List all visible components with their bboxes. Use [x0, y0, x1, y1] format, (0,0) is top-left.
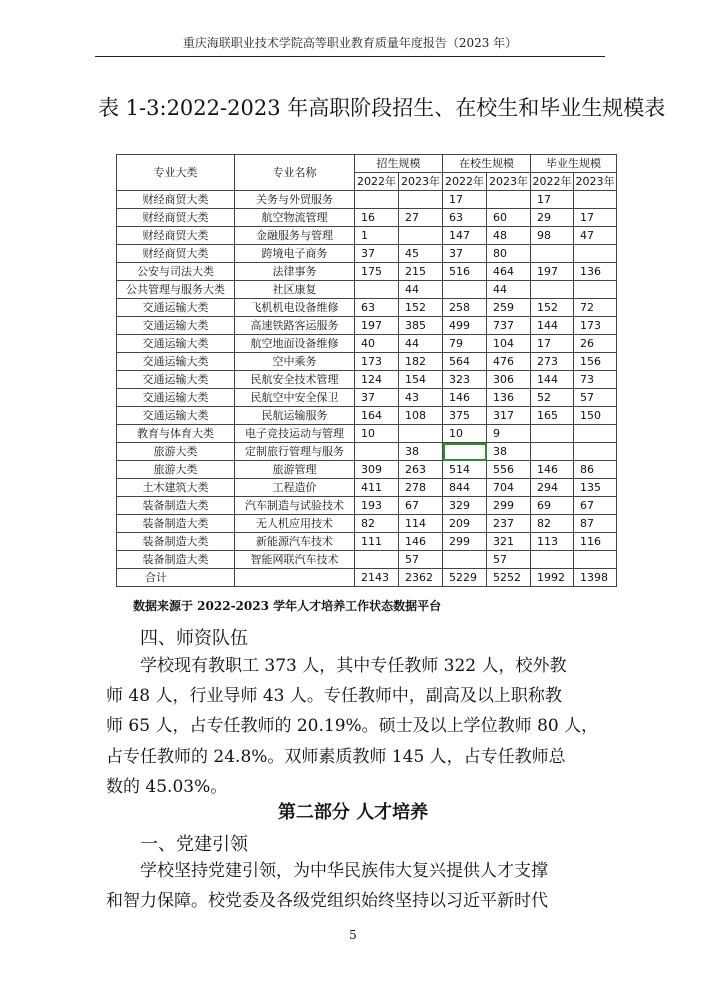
page-number: 5 — [349, 928, 357, 942]
value-cell: 135 — [574, 479, 617, 497]
value-cell: 197 — [531, 263, 574, 281]
header-year: 2023年 — [574, 173, 617, 191]
header-major: 专业名称 — [235, 155, 355, 191]
major-cell: 民航运输服务 — [235, 407, 355, 425]
category-cell: 旅游大类 — [117, 461, 235, 479]
paragraph-line: 数的 45.03%。 — [106, 777, 228, 797]
major-cell: 电子竞技运动与管理 — [235, 425, 355, 443]
value-cell: 82 — [355, 515, 399, 533]
table-row — [117, 533, 617, 551]
major-cell: 航空地面设备维修 — [235, 335, 355, 353]
value-cell: 704 — [487, 479, 531, 497]
value-cell: 57 — [487, 551, 531, 569]
major-cell — [235, 569, 355, 587]
value-cell: 136 — [574, 263, 617, 281]
value-cell: 116 — [574, 533, 617, 551]
value-cell: 464 — [487, 263, 531, 281]
table-row — [117, 497, 617, 515]
paragraph-line: 学校坚持党建引领，为中华民族伟大复兴提供人才支撑 — [140, 861, 548, 881]
value-cell: 17 — [531, 335, 574, 353]
value-cell — [443, 551, 487, 569]
value-cell: 52 — [531, 389, 574, 407]
category-cell: 财经商贸大类 — [117, 227, 235, 245]
major-cell: 法律事务 — [235, 263, 355, 281]
value-cell: 154 — [399, 371, 443, 389]
value-cell: 499 — [443, 317, 487, 335]
major-cell: 旅游管理 — [235, 461, 355, 479]
value-cell: 57 — [574, 389, 617, 407]
value-cell: 16 — [355, 209, 399, 227]
major-cell: 无人机应用技术 — [235, 515, 355, 533]
value-cell: 564 — [443, 353, 487, 371]
value-cell: 146 — [443, 389, 487, 407]
value-cell: 215 — [399, 263, 443, 281]
value-cell: 263 — [399, 461, 443, 479]
value-cell: 237 — [487, 515, 531, 533]
category-cell: 土木建筑大类 — [117, 479, 235, 497]
table-row — [117, 299, 617, 317]
value-cell — [531, 281, 574, 299]
value-cell: 111 — [355, 533, 399, 551]
major-cell: 工程造价 — [235, 479, 355, 497]
value-cell: 9 — [487, 425, 531, 443]
value-cell: 294 — [531, 479, 574, 497]
paragraph-line: 师 65 人，占专任教师的 20.19%。硕士及以上学位教师 80 人， — [106, 716, 599, 736]
value-cell: 5229 — [443, 569, 487, 587]
value-cell: 144 — [531, 371, 574, 389]
value-cell: 45 — [399, 245, 443, 263]
value-cell: 67 — [574, 497, 617, 515]
value-cell — [531, 245, 574, 263]
value-cell — [355, 443, 399, 461]
category-cell: 公安与司法大类 — [117, 263, 235, 281]
paragraph-line: 占专任教师的 24.8%。双师素质教师 145 人，占专任教师总 — [106, 747, 566, 767]
value-cell: 104 — [487, 335, 531, 353]
value-cell: 844 — [443, 479, 487, 497]
category-cell: 旅游大类 — [117, 443, 235, 461]
category-cell: 交通运输大类 — [117, 335, 235, 353]
value-cell: 69 — [531, 497, 574, 515]
major-cell: 高速铁路客运服务 — [235, 317, 355, 335]
value-cell: 67 — [399, 497, 443, 515]
value-cell: 197 — [355, 317, 399, 335]
value-cell: 79 — [443, 335, 487, 353]
table-total-row — [117, 569, 617, 587]
value-cell: 98 — [531, 227, 574, 245]
value-cell — [574, 425, 617, 443]
category-cell: 交通运输大类 — [117, 407, 235, 425]
value-cell: 317 — [487, 407, 531, 425]
page-header: 重庆海联职业技术学院高等职业教育质量年度报告（2023 年） — [182, 36, 518, 50]
table-row — [117, 407, 617, 425]
category-cell: 装备制造大类 — [117, 497, 235, 515]
value-cell — [574, 245, 617, 263]
major-cell: 汽车制造与试验技术 — [235, 497, 355, 515]
category-cell: 公共管理与服务大类 — [117, 281, 235, 299]
section-heading-party: 一、党建引领 — [140, 834, 248, 855]
header-year: 2022年 — [355, 173, 399, 191]
major-cell: 智能网联汽车技术 — [235, 551, 355, 569]
category-cell: 交通运输大类 — [117, 353, 235, 371]
value-cell: 165 — [531, 407, 574, 425]
table-row — [117, 479, 617, 497]
header-year: 2022年 — [531, 173, 574, 191]
value-cell: 72 — [574, 299, 617, 317]
value-cell: 476 — [487, 353, 531, 371]
value-cell: 86 — [574, 461, 617, 479]
value-cell: 273 — [531, 353, 574, 371]
major-cell: 航空物流管理 — [235, 209, 355, 227]
value-cell: 182 — [399, 353, 443, 371]
value-cell — [574, 191, 617, 209]
category-cell: 装备制造大类 — [117, 533, 235, 551]
major-cell: 民航空中安全保卫 — [235, 389, 355, 407]
value-cell: 10 — [355, 425, 399, 443]
value-cell: 37 — [355, 245, 399, 263]
value-cell: 306 — [487, 371, 531, 389]
table-row — [117, 389, 617, 407]
paragraph-line: 学校现有教职工 373 人，其中专任教师 322 人，校外教 — [140, 656, 567, 676]
value-cell: 113 — [531, 533, 574, 551]
value-cell: 44 — [399, 335, 443, 353]
table-row — [117, 461, 617, 479]
table-row — [117, 263, 617, 281]
header-enrollment: 招生规模 — [355, 155, 443, 173]
value-cell: 299 — [443, 533, 487, 551]
major-cell: 飞机机电设备维修 — [235, 299, 355, 317]
value-cell — [443, 443, 487, 461]
major-cell: 新能源汽车技术 — [235, 533, 355, 551]
table-row — [117, 209, 617, 227]
header-rule — [95, 56, 605, 57]
paragraph-line: 师 48 人，行业导师 43 人。专任教师中，副高及以上职称教 — [106, 686, 562, 706]
value-cell: 146 — [531, 461, 574, 479]
value-cell — [487, 191, 531, 209]
value-cell: 26 — [574, 335, 617, 353]
value-cell: 164 — [355, 407, 399, 425]
value-cell — [355, 551, 399, 569]
value-cell: 38 — [399, 443, 443, 461]
value-cell: 385 — [399, 317, 443, 335]
value-cell — [355, 281, 399, 299]
value-cell: 38 — [487, 443, 531, 461]
value-cell: 2362 — [399, 569, 443, 587]
table-row — [117, 191, 617, 209]
category-cell: 财经商贸大类 — [117, 245, 235, 263]
enrollment-table — [116, 154, 617, 587]
value-cell: 147 — [443, 227, 487, 245]
value-cell: 82 — [531, 515, 574, 533]
value-cell: 136 — [487, 389, 531, 407]
table-row — [117, 425, 617, 443]
value-cell — [355, 191, 399, 209]
table-row — [117, 353, 617, 371]
category-cell: 交通运输大类 — [117, 299, 235, 317]
category-cell: 交通运输大类 — [117, 389, 235, 407]
major-cell: 民航安全技术管理 — [235, 371, 355, 389]
value-cell: 516 — [443, 263, 487, 281]
value-cell: 17 — [443, 191, 487, 209]
table-row — [117, 227, 617, 245]
value-cell: 375 — [443, 407, 487, 425]
category-cell: 教育与体育大类 — [117, 425, 235, 443]
value-cell: 108 — [399, 407, 443, 425]
value-cell: 152 — [531, 299, 574, 317]
value-cell — [531, 551, 574, 569]
value-cell: 278 — [399, 479, 443, 497]
value-cell: 63 — [355, 299, 399, 317]
header-year: 2023年 — [487, 173, 531, 191]
value-cell: 411 — [355, 479, 399, 497]
value-cell — [443, 281, 487, 299]
value-cell: 37 — [355, 389, 399, 407]
value-cell — [399, 425, 443, 443]
header-year: 2023年 — [399, 173, 443, 191]
value-cell: 5252 — [487, 569, 531, 587]
category-cell: 财经商贸大类 — [117, 209, 235, 227]
category-cell: 财经商贸大类 — [117, 191, 235, 209]
major-cell: 金融服务与管理 — [235, 227, 355, 245]
table-row — [117, 335, 617, 353]
table-row — [117, 551, 617, 569]
value-cell: 258 — [443, 299, 487, 317]
value-cell: 124 — [355, 371, 399, 389]
value-cell: 556 — [487, 461, 531, 479]
value-cell: 146 — [399, 533, 443, 551]
value-cell: 87 — [574, 515, 617, 533]
value-cell: 175 — [355, 263, 399, 281]
value-cell: 2143 — [355, 569, 399, 587]
value-cell — [574, 281, 617, 299]
category-cell: 装备制造大类 — [117, 551, 235, 569]
category-cell: 交通运输大类 — [117, 317, 235, 335]
value-cell: 259 — [487, 299, 531, 317]
value-cell: 150 — [574, 407, 617, 425]
part-title: 第二部分 人才培养 — [277, 802, 429, 823]
value-cell: 321 — [487, 533, 531, 551]
table-row — [117, 245, 617, 263]
value-cell: 193 — [355, 497, 399, 515]
value-cell: 80 — [487, 245, 531, 263]
value-cell: 57 — [399, 551, 443, 569]
value-cell: 737 — [487, 317, 531, 335]
value-cell: 1992 — [531, 569, 574, 587]
value-cell: 10 — [443, 425, 487, 443]
value-cell: 514 — [443, 461, 487, 479]
value-cell: 47 — [574, 227, 617, 245]
header-graduates: 毕业生规模 — [531, 155, 617, 173]
table-row — [117, 515, 617, 533]
major-cell: 社区康复 — [235, 281, 355, 299]
value-cell: 63 — [443, 209, 487, 227]
value-cell: 44 — [487, 281, 531, 299]
value-cell: 73 — [574, 371, 617, 389]
value-cell: 1 — [355, 227, 399, 245]
value-cell: 17 — [531, 191, 574, 209]
value-cell: 48 — [487, 227, 531, 245]
value-cell — [531, 425, 574, 443]
value-cell — [399, 227, 443, 245]
paragraph-line: 和智力保障。校党委及各级党组织始终坚持以习近平新时代 — [106, 891, 548, 911]
value-cell: 173 — [355, 353, 399, 371]
value-cell: 309 — [355, 461, 399, 479]
value-cell: 114 — [399, 515, 443, 533]
table-row — [117, 281, 617, 299]
value-cell — [399, 191, 443, 209]
source-note: 数据来源于 2022-2023 学年人才培养工作状态数据平台 — [133, 599, 442, 613]
value-cell — [531, 443, 574, 461]
value-cell: 17 — [574, 209, 617, 227]
value-cell: 329 — [443, 497, 487, 515]
section-heading-faculty: 四、师资队伍 — [140, 628, 248, 649]
value-cell — [574, 443, 617, 461]
value-cell: 173 — [574, 317, 617, 335]
value-cell: 27 — [399, 209, 443, 227]
header-current-students: 在校生规模 — [443, 155, 531, 173]
category-cell: 交通运输大类 — [117, 371, 235, 389]
table-header-row — [117, 155, 617, 173]
category-cell: 装备制造大类 — [117, 515, 235, 533]
header-year: 2022年 — [443, 173, 487, 191]
table-row — [117, 371, 617, 389]
value-cell: 144 — [531, 317, 574, 335]
major-cell: 关务与外贸服务 — [235, 191, 355, 209]
value-cell: 60 — [487, 209, 531, 227]
major-cell: 跨境电子商务 — [235, 245, 355, 263]
value-cell: 299 — [487, 497, 531, 515]
value-cell: 209 — [443, 515, 487, 533]
value-cell: 323 — [443, 371, 487, 389]
value-cell: 44 — [399, 281, 443, 299]
value-cell: 156 — [574, 353, 617, 371]
major-cell: 定制旅行管理与服务 — [235, 443, 355, 461]
table-row — [117, 317, 617, 335]
value-cell — [574, 551, 617, 569]
value-cell: 43 — [399, 389, 443, 407]
value-cell: 37 — [443, 245, 487, 263]
major-cell: 空中乘务 — [235, 353, 355, 371]
value-cell: 152 — [399, 299, 443, 317]
value-cell: 1398 — [574, 569, 617, 587]
value-cell: 29 — [531, 209, 574, 227]
total-label: 合计 — [117, 569, 235, 587]
header-category: 专业大类 — [117, 155, 235, 191]
table-title: 表 1-3:2022-2023 年高职阶段招生、在校生和毕业生规模表 — [98, 96, 666, 120]
table-row — [117, 443, 617, 461]
value-cell: 40 — [355, 335, 399, 353]
